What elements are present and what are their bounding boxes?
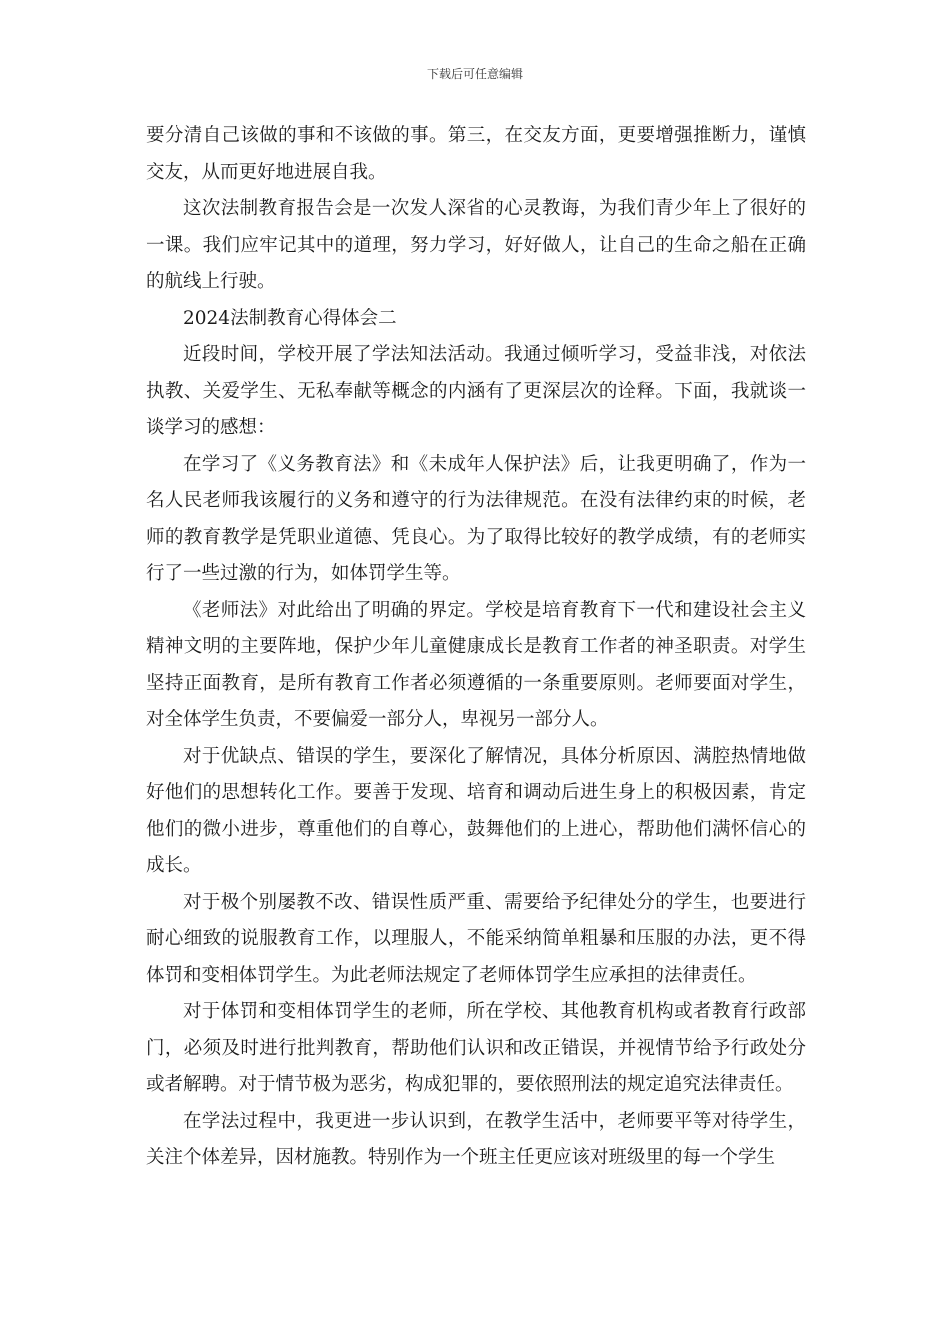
paragraph-law-study: 在学习了《义务教育法》和《未成年人保护法》后，让我更明确了，作为一名人民老师我该履行的义务和遵守的行为法律规范。在没有法律约束的时候，老师的教育教学是凭职业道德、凭良心。为了取得比较好的教学成绩，有的老师实行了一些过激的行为，如体罚学生等。 — [146, 453, 806, 584]
section-heading: 2024法制教育心得体会二 — [183, 307, 397, 329]
page-header — [0, 66, 950, 82]
paragraph-discipline: 对于极个别屡教不改、错误性质严重、需要给予纪律处分的学生，也要进行耐心细致的说服教育工作，以理服人，不能采纳简单粗暴和压服的办法，更不得体罚和变相体罚学生。为此老师法规定了老师体罚学生应承担的法律责任。 — [146, 891, 806, 986]
document-body — [146, 118, 806, 1177]
paragraph-conclusion: 这次法制教育报告会是一次发人深省的心灵教诲，为我们青少年上了很好的一课。我们应牢记其中的道理，努力学习，好好做人，让自己的生命之船在正确的航线上行驶。 — [146, 198, 806, 292]
paragraph-continuation: 要分清自己该做的事和不该做的事。第三，在交友方面，更要增强推断力，谨慎交友，从而更好地进展自我。 — [146, 125, 806, 183]
paragraph-equality: 在学法过程中，我更进一步认识到，在教学生活中，老师要平等对待学生，关注个体差异，因材施教。特别作为一个班主任更应该对班级里的每一个学生 — [146, 1110, 806, 1168]
paragraph-teacher-law: 《老师法》对此给出了明确的界定。学校是培育教育下一代和建设社会主义精神文明的主要阵地，保护少年儿童健康成长是教育工作者的神圣职责。对学生坚持正面教育，是所有教育工作者必须遵循的一条重要原则。老师要面对学生，对全体学生负责，不要偏爱一部分人，卑视另一部分人。 — [146, 599, 806, 730]
paragraph-struggling-students: 对于优缺点、错误的学生，要深化了解情况，具体分析原因、满腔热情地做好他们的思想转化工作。要善于发现、培育和调动后进生身上的积极因素，肯定他们的微小进步，尊重他们的自尊心，鼓舞他们的上进心，帮助他们满怀信心的成长。 — [146, 745, 806, 876]
header-text: 下载后可任意编辑 — [426, 67, 523, 81]
paragraph-punishment: 对于体罚和变相体罚学生的老师，所在学校、其他教育机构或者教育行政部门，必须及时进行批判教育，帮助他们认识和改正错误，并视情节给予行政处分或者解聘。对于情节极为恶劣，构成犯罪的，要依照刑法的规定追究法律责任。 — [146, 1001, 806, 1095]
paragraph-intro: 近段时间，学校开展了学法知法活动。我通过倾听学习，受益非浅，对依法执教、关爱学生、无私奉献等概念的内涵有了更深层次的诠释。下面，我就谈一谈学习的感想： — [146, 344, 806, 438]
